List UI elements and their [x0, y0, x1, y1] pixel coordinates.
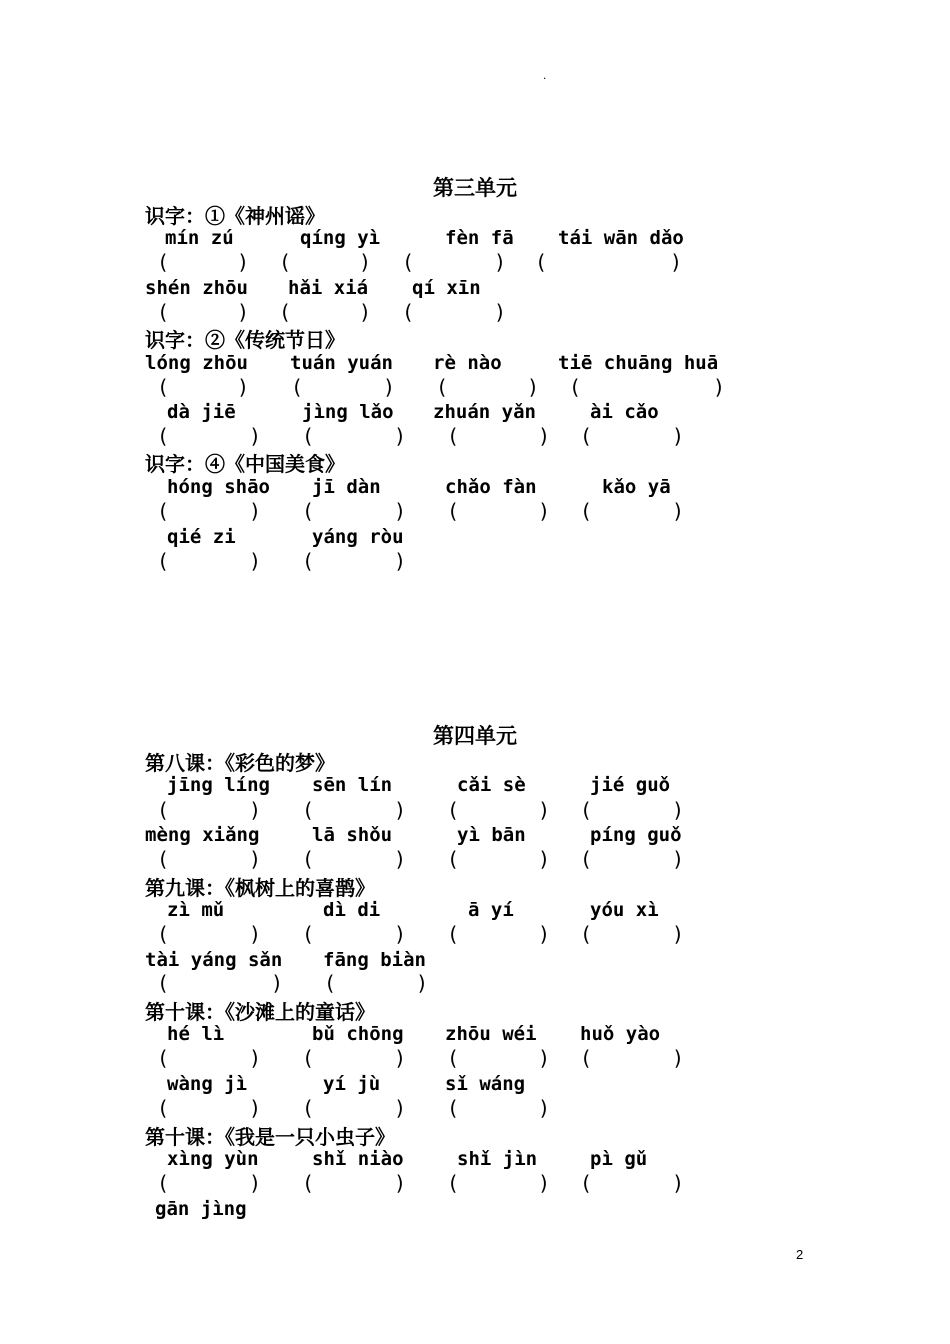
pinyin-word: tuán yuán — [290, 352, 393, 374]
answer-bracket-open: ( — [291, 375, 304, 399]
answer-bracket-open: ( — [447, 499, 460, 523]
pinyin-word: yáng ròu — [312, 526, 404, 548]
answer-bracket-close: ) — [249, 847, 262, 871]
answer-bracket-open: ( — [447, 424, 460, 448]
answer-bracket-open: ( — [402, 250, 415, 274]
lesson-title: 第十课：《我是一只小虫子》 — [145, 1125, 395, 1149]
answer-bracket-close: ) — [359, 250, 372, 274]
lesson-title: 第九课：《枫树上的喜鹊》 — [145, 876, 375, 900]
answer-bracket-close: ) — [394, 499, 407, 523]
answer-bracket-close: ) — [271, 971, 284, 995]
answer-bracket-close: ) — [394, 1046, 407, 1070]
answer-bracket-close: ) — [249, 798, 262, 822]
lesson-title: 识字：④《中国美食》 — [145, 452, 345, 476]
answer-bracket-open: ( — [157, 847, 170, 871]
answer-bracket-close: ) — [249, 549, 262, 573]
answer-bracket-open: ( — [302, 922, 315, 946]
pinyin-word: píng guǒ — [590, 824, 682, 846]
pinyin-word: mèng xiǎng — [145, 824, 260, 846]
answer-bracket-close: ) — [249, 424, 262, 448]
answer-bracket-open: ( — [157, 424, 170, 448]
answer-bracket-open: ( — [447, 922, 460, 946]
answer-bracket-open: ( — [157, 1096, 170, 1120]
pinyin-word: fèn fā — [445, 227, 514, 249]
answer-bracket-close: ) — [359, 300, 372, 324]
answer-bracket-open: ( — [580, 798, 593, 822]
answer-bracket-open: ( — [302, 798, 315, 822]
answer-bracket-open: ( — [302, 499, 315, 523]
answer-bracket-open: ( — [447, 847, 460, 871]
pinyin-word: yì bān — [457, 824, 526, 846]
answer-bracket-open: ( — [447, 1046, 460, 1070]
pinyin-word: sǐ wáng — [445, 1073, 526, 1095]
answer-bracket-close: ) — [538, 798, 551, 822]
answer-bracket-open: ( — [157, 375, 170, 399]
pinyin-word: shǐ jìn — [457, 1148, 538, 1170]
pinyin-word: chǎo fàn — [445, 476, 537, 498]
unit-title: 第四单元 — [433, 723, 517, 748]
answer-bracket-open: ( — [157, 1171, 170, 1195]
answer-bracket-close: ) — [672, 922, 685, 946]
answer-bracket-open: ( — [447, 798, 460, 822]
pinyin-word: jié guǒ — [590, 774, 671, 796]
answer-bracket-close: ) — [249, 1171, 262, 1195]
answer-bracket-open: ( — [157, 798, 170, 822]
pinyin-word: kǎo yā — [602, 476, 671, 498]
answer-bracket-close: ) — [237, 375, 250, 399]
pinyin-word: zhuán yǎn — [433, 401, 536, 423]
answer-bracket-close: ) — [538, 1171, 551, 1195]
answer-bracket-close: ) — [249, 499, 262, 523]
answer-bracket-close: ) — [494, 300, 507, 324]
answer-bracket-open: ( — [580, 1046, 593, 1070]
answer-bracket-open: ( — [580, 499, 593, 523]
answer-bracket-open: ( — [302, 424, 315, 448]
lesson-title: 第八课：《彩色的梦》 — [145, 751, 335, 775]
answer-bracket-close: ) — [672, 499, 685, 523]
answer-bracket-open: ( — [157, 300, 170, 324]
answer-bracket-close: ) — [538, 1096, 551, 1120]
answer-bracket-open: ( — [402, 300, 415, 324]
pinyin-word: rè nào — [433, 352, 502, 374]
answer-bracket-open: ( — [535, 250, 548, 274]
answer-bracket-open: ( — [302, 549, 315, 573]
page-number: 2 — [796, 1247, 804, 1262]
answer-bracket-open: ( — [302, 1171, 315, 1195]
pinyin-word: fāng biàn — [323, 949, 426, 971]
answer-bracket-close: ) — [394, 1171, 407, 1195]
pinyin-word: cǎi sè — [457, 774, 526, 796]
answer-bracket-open: ( — [436, 375, 449, 399]
answer-bracket-close: ) — [383, 375, 396, 399]
answer-bracket-open: ( — [157, 971, 170, 995]
answer-bracket-close: ) — [394, 424, 407, 448]
pinyin-word: bǔ chōng — [312, 1023, 404, 1045]
pinyin-word: huǒ yào — [580, 1023, 661, 1045]
pinyin-word: lā shǒu — [312, 824, 393, 846]
pinyin-word: ā yí — [468, 899, 514, 921]
pinyin-word: lóng zhōu — [145, 352, 248, 374]
answer-bracket-open: ( — [302, 1096, 315, 1120]
pinyin-word: shǐ niào — [312, 1148, 404, 1170]
pinyin-word: jìng lǎo — [302, 401, 394, 423]
pinyin-word: ài cǎo — [590, 401, 659, 423]
answer-bracket-close: ) — [713, 375, 726, 399]
answer-bracket-close: ) — [670, 250, 683, 274]
answer-bracket-close: ) — [538, 424, 551, 448]
answer-bracket-close: ) — [672, 1171, 685, 1195]
answer-bracket-open: ( — [447, 1096, 460, 1120]
pinyin-word: xìng yùn — [167, 1148, 259, 1170]
answer-bracket-close: ) — [672, 1046, 685, 1070]
pinyin-word: mín zú — [165, 227, 234, 249]
answer-bracket-close: ) — [538, 922, 551, 946]
lesson-title: 第十课：《沙滩上的童话》 — [145, 1000, 375, 1024]
pinyin-word: dì di — [323, 899, 381, 921]
pinyin-word: qíng yì — [300, 227, 381, 249]
answer-bracket-open: ( — [302, 847, 315, 871]
answer-bracket-open: ( — [324, 971, 337, 995]
lesson-title: 识字：②《传统节日》 — [145, 328, 345, 352]
answer-bracket-open: ( — [157, 499, 170, 523]
answer-bracket-close: ) — [394, 847, 407, 871]
pinyin-word: qié zi — [167, 526, 236, 548]
pinyin-word: hóng shāo — [167, 476, 270, 498]
answer-bracket-close: ) — [672, 424, 685, 448]
pinyin-word: jīng líng — [167, 774, 270, 796]
pinyin-word: shén zhōu — [145, 277, 248, 299]
pinyin-word: pì gǔ — [590, 1148, 648, 1170]
answer-bracket-close: ) — [394, 922, 407, 946]
pinyin-word: gān jìng — [155, 1198, 247, 1220]
pinyin-word: tiē chuāng huā — [558, 352, 719, 374]
answer-bracket-close: ) — [672, 798, 685, 822]
pinyin-word: wàng jì — [167, 1073, 248, 1095]
answer-bracket-open: ( — [157, 922, 170, 946]
answer-bracket-open: ( — [279, 250, 292, 274]
answer-bracket-open: ( — [580, 424, 593, 448]
pinyin-word: jī dàn — [312, 476, 381, 498]
pinyin-word: tái wān dǎo — [558, 227, 684, 249]
answer-bracket-open: ( — [447, 1171, 460, 1195]
answer-bracket-open: ( — [157, 1046, 170, 1070]
answer-bracket-close: ) — [394, 549, 407, 573]
answer-bracket-close: ) — [527, 375, 540, 399]
answer-bracket-open: ( — [157, 250, 170, 274]
answer-bracket-open: ( — [580, 922, 593, 946]
unit-title: 第三单元 — [433, 175, 517, 200]
answer-bracket-close: ) — [237, 300, 250, 324]
answer-bracket-open: ( — [279, 300, 292, 324]
answer-bracket-open: ( — [580, 1171, 593, 1195]
answer-bracket-close: ) — [237, 250, 250, 274]
pinyin-word: qí xīn — [412, 277, 481, 299]
answer-bracket-close: ) — [538, 499, 551, 523]
answer-bracket-close: ) — [249, 1096, 262, 1120]
pinyin-word: tài yáng sǎn — [145, 949, 283, 971]
lesson-title: 识字：①《神州谣》 — [145, 204, 325, 228]
pinyin-word: yí jù — [323, 1073, 381, 1095]
pinyin-word: yóu xì — [590, 899, 659, 921]
answer-bracket-close: ) — [249, 1046, 262, 1070]
answer-bracket-close: ) — [416, 971, 429, 995]
answer-bracket-close: ) — [249, 922, 262, 946]
answer-bracket-open: ( — [569, 375, 582, 399]
answer-bracket-open: ( — [580, 847, 593, 871]
answer-bracket-close: ) — [394, 798, 407, 822]
pinyin-word: zhōu wéi — [445, 1023, 537, 1045]
answer-bracket-close: ) — [394, 1096, 407, 1120]
pinyin-word: sēn lín — [312, 774, 393, 796]
answer-bracket-open: ( — [302, 1046, 315, 1070]
answer-bracket-close: ) — [538, 1046, 551, 1070]
pinyin-word: hǎi xiá — [288, 277, 369, 299]
pinyin-word: zì mǔ — [167, 899, 225, 921]
pinyin-word: hé lì — [167, 1023, 225, 1045]
pinyin-word: dà jiē — [167, 401, 236, 423]
answer-bracket-close: ) — [494, 250, 507, 274]
answer-bracket-close: ) — [672, 847, 685, 871]
header-mark: . — [543, 68, 547, 82]
answer-bracket-open: ( — [157, 549, 170, 573]
answer-bracket-close: ) — [538, 847, 551, 871]
